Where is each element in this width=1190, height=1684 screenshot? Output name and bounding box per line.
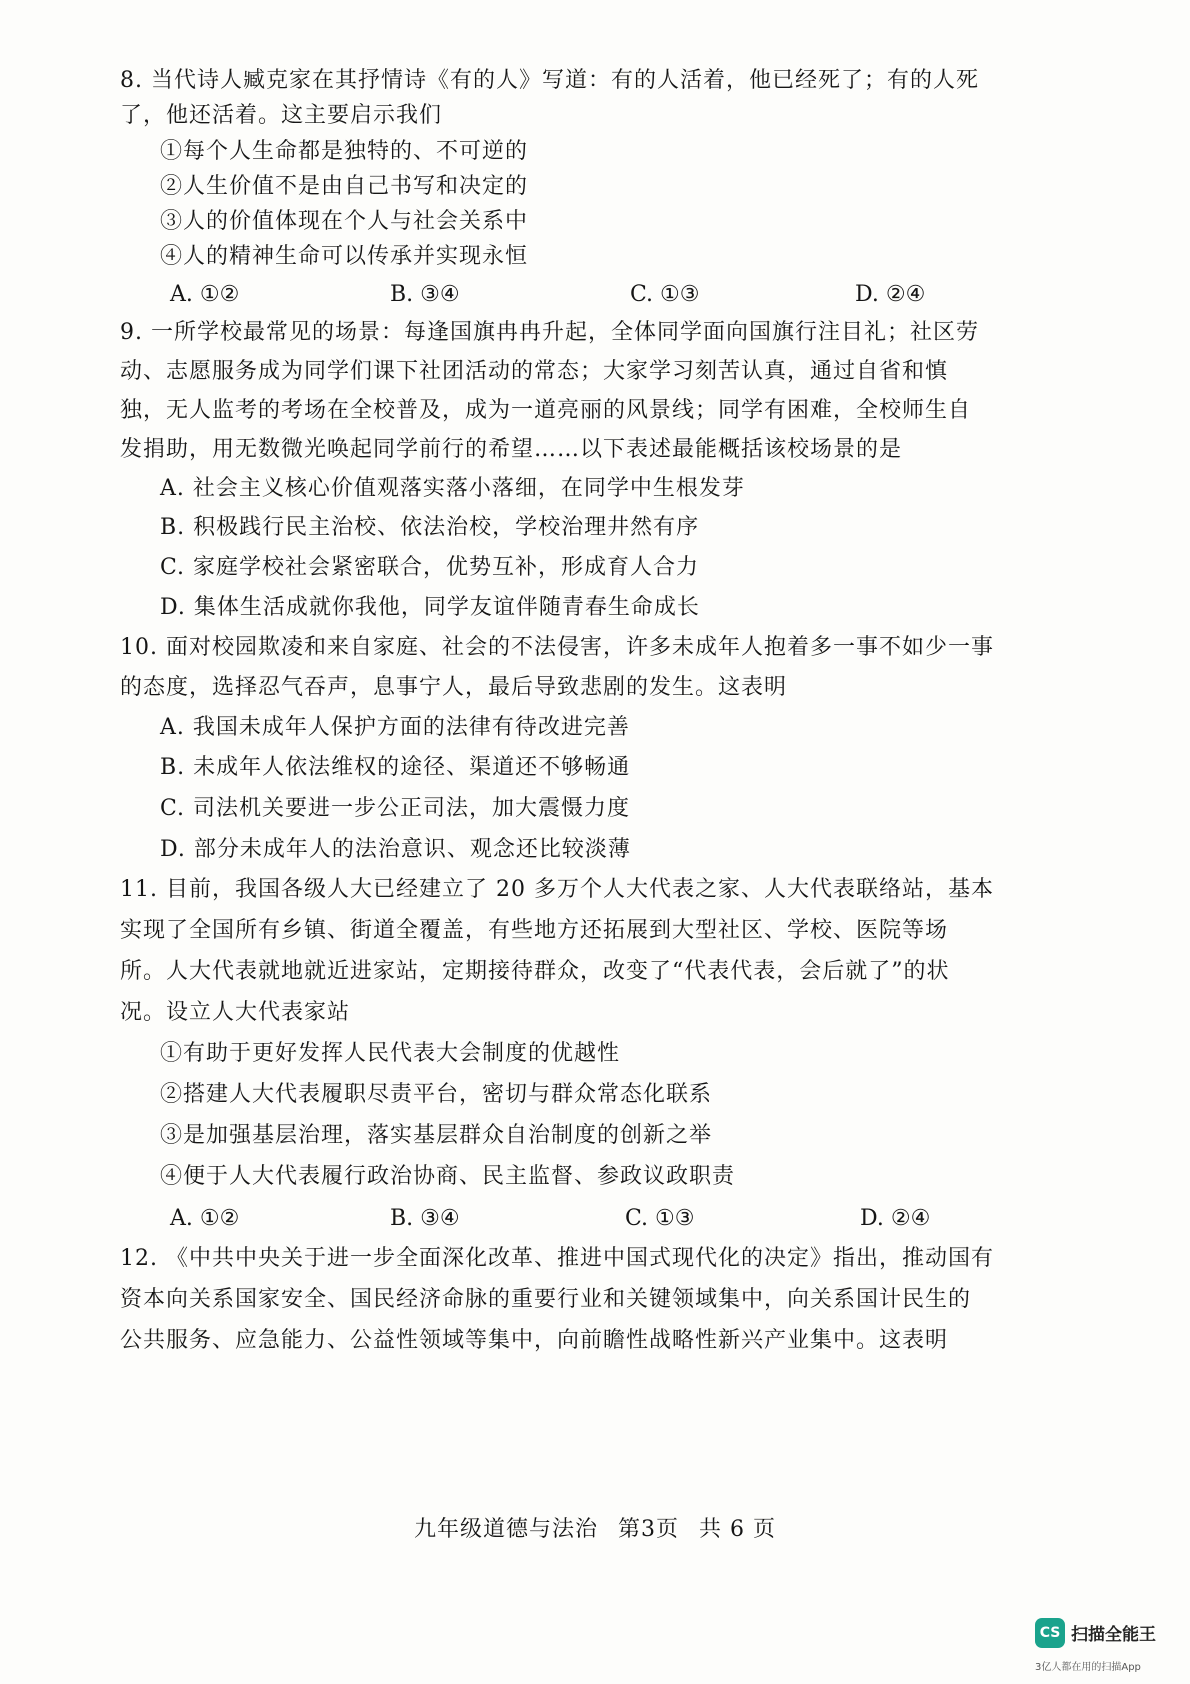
q11-statement-4: ④便于人大代表履行政治协商、民主监督、参政议政职责 bbox=[160, 1164, 736, 1189]
q8-statement-4: ④人的精神生命可以传承并实现永恒 bbox=[160, 244, 529, 269]
q11-statement-1: ①有助于更好发挥人民代表大会制度的优越性 bbox=[160, 1041, 621, 1066]
q10-option-c: C. 司法机关要进一步公正司法，加大震慑力度 bbox=[160, 796, 631, 821]
q11-choice-d: D. ②④ bbox=[860, 1206, 931, 1231]
q9-option-b: B. 积极践行民主治校、依法治校，学校治理井然有序 bbox=[160, 515, 700, 540]
q10-option-d: D. 部分未成年人的法治意识、观念还比较淡薄 bbox=[160, 837, 631, 862]
page-footer bbox=[0, 1512, 1190, 1543]
q12-stem-line1: 12. 《中共中央关于进一步全面深化改革、推进中国式现代化的决定》指出，推动国有 bbox=[120, 1246, 994, 1271]
q11-stem-line4: 况。设立人大代表家站 bbox=[120, 1000, 351, 1025]
q10-stem-line1: 10. 面对校园欺凌和来自家庭、社会的不法侵害，许多未成年人抱着多一事不如少一事 bbox=[120, 635, 994, 660]
q12-stem-line2: 资本向关系国家安全、国民经济命脉的重要行业和关键领域集中，向关系国计民生的 bbox=[120, 1287, 972, 1312]
q9-stem-line4: 发捐助，用无数微光唤起同学前行的希望……以下表述最能概括该校场景的是 bbox=[120, 437, 903, 462]
q8-choice-c: C. ①③ bbox=[630, 282, 700, 307]
q11-statement-2: ②搭建人大代表履职尽责平台，密切与群众常态化联系 bbox=[160, 1082, 713, 1107]
q11-statement-3: ③是加强基层治理，落实基层群众自治制度的创新之举 bbox=[160, 1123, 713, 1148]
q9-stem-line1: 9. 一所学校最常见的场景：每逢国旗冉冉升起，全体同学面向国旗行注目礼；社区劳 bbox=[120, 320, 979, 345]
q8-choice-d: D. ②④ bbox=[855, 282, 926, 307]
footer-total-pages: 共 6 页 bbox=[699, 1517, 776, 1542]
q11-stem-line3: 所。人大代表就地就近进家站，定期接待群众，改变了“代表代表，会后就了”的状 bbox=[120, 959, 950, 984]
footer-subject: 九年级道德与法治 bbox=[414, 1517, 599, 1542]
q11-choice-a: A. ①② bbox=[170, 1206, 240, 1231]
q8-choice-a: A. ①② bbox=[170, 282, 240, 307]
q8-statement-3: ③人的价值体现在个人与社会关系中 bbox=[160, 209, 529, 234]
q12-stem-line3: 公共服务、应急能力、公益性领域等集中，向前瞻性战略性新兴产业集中。这表明 bbox=[120, 1328, 949, 1353]
watermark-app-name: 扫描全能王 bbox=[1071, 1625, 1156, 1645]
q11-choices bbox=[170, 1204, 1070, 1234]
q11-choice-b: B. ③④ bbox=[390, 1206, 460, 1231]
camscanner-logo-icon: CS bbox=[1035, 1618, 1065, 1648]
q9-stem-line2: 动、志愿服务成为同学们课下社团活动的常态；大家学习刻苦认真，通过自省和慎 bbox=[120, 359, 949, 384]
q8-statement-1: ①每个人生命都是独特的、不可逆的 bbox=[160, 139, 529, 164]
q10-option-a: A. 我国未成年人保护方面的法律有待改进完善 bbox=[160, 715, 630, 740]
footer-page-number: 第3页 bbox=[618, 1517, 680, 1542]
q8-statement-2: ②人生价值不是由自己书写和决定的 bbox=[160, 174, 529, 199]
q9-stem-line3: 独，无人监考的考场在全校普及，成为一道亮丽的风景线；同学有困难，全校师生自 bbox=[120, 398, 972, 423]
q10-stem-line2: 的态度，选择忍气吞声，息事宁人，最后导致悲剧的发生。这表明 bbox=[120, 675, 788, 700]
q8-choices bbox=[170, 280, 1070, 310]
q10-option-b: B. 未成年人依法维权的途径、渠道还不够畅通 bbox=[160, 755, 631, 780]
q9-option-d: D. 集体生活成就你我他，同学友谊伴随青春生命成长 bbox=[160, 595, 700, 620]
q11-stem-line1: 11. 目前，我国各级人大已经建立了 20 多万个人大代表之家、人大代表联络站，基本 bbox=[120, 877, 994, 902]
q9-option-c: C. 家庭学校社会紧密联合，优势互补，形成育人合力 bbox=[160, 555, 700, 580]
q8-choice-b: B. ③④ bbox=[390, 282, 460, 307]
q9-option-a: A. 社会主义核心价值观落实落小落细，在同学中生根发芽 bbox=[160, 476, 745, 501]
q8-stem-line1: 8. 当代诗人臧克家在其抒情诗《有的人》写道：有的人活着，他已经死了；有的人死 bbox=[120, 68, 979, 93]
q11-choice-c: C. ①③ bbox=[625, 1206, 695, 1231]
watermark-tagline: 3亿人都在用的扫描App bbox=[1035, 1662, 1141, 1673]
q8-stem-line2: 了，他还活着。这主要启示我们 bbox=[120, 103, 443, 128]
scanner-watermark bbox=[1035, 1618, 1185, 1680]
q11-stem-line2: 实现了全国所有乡镇、街道全覆盖，有些地方还拓展到大型社区、学校、医院等场 bbox=[120, 918, 949, 943]
